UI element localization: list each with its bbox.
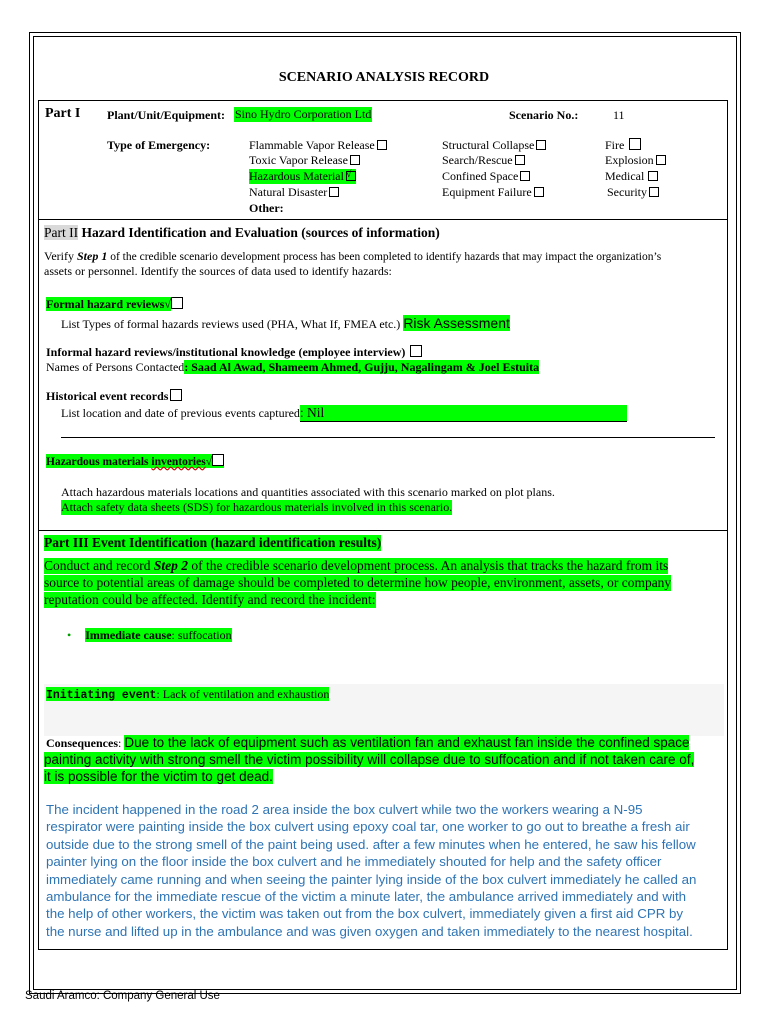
conduct-line-1: Conduct and record Step 2 of the credible scenario development process. An analysis that tracks the hazard from its	[44, 558, 669, 573]
part-2-label: Part II	[44, 225, 79, 240]
historical-records-label: Historical event records	[46, 389, 182, 404]
formal-reviews-checkbox[interactable]	[171, 297, 183, 309]
formal-reviews-label: Formal hazard reviews√	[46, 297, 183, 312]
part-3-section	[38, 530, 728, 950]
part-1-label: Part I	[45, 106, 81, 121]
formal-reviews-value: Risk Assessment	[403, 315, 510, 331]
security-checkbox[interactable]	[649, 187, 659, 197]
confined-space-checkbox[interactable]	[520, 171, 530, 181]
part-2-heading	[44, 225, 440, 241]
part-3-heading: Part III Event Identification (hazard identification results)	[44, 535, 382, 550]
plant-label: Plant/Unit/Equipment:	[107, 108, 226, 122]
hazardous-material-checkbox[interactable]: √	[346, 171, 356, 181]
emergency-col1-item: Hazardous Material √	[249, 169, 356, 184]
conduct-line-2: source to potential areas of damage should be completed to determine how people, environment, assets, or company	[44, 575, 672, 590]
emergency-col2-item: Equipment Failure	[442, 185, 544, 200]
emergency-type-label: Type of Emergency:	[107, 138, 211, 152]
narrative-line: painter lying on the floor inside the box culvert and he immediately shouted for help and the safety officer	[46, 854, 662, 870]
toxic-vapor-checkbox[interactable]	[350, 155, 360, 165]
plant-value: Sino Hydro Corporation Ltd	[235, 107, 372, 121]
narrative-line: The incident happened in the road 2 area inside the box culvert while two the workers wearing a N-95	[46, 802, 643, 817]
scenario-label: Scenario No.:	[509, 108, 579, 122]
narrative-line: respirator were painting inside the box culvert using epoxy coal tar, one worker to go out to breathe a fresh air	[46, 819, 690, 835]
page-title: SCENARIO ANALYSIS RECORD	[278, 70, 490, 85]
part-1-section	[38, 100, 728, 220]
hazmat-inventories-label: Hazardous materials inventories√	[46, 454, 224, 468]
emergency-col1-item: Flammable Vapor Release	[249, 138, 387, 153]
emergency-col3-item: Explosion	[605, 153, 666, 168]
emergency-col1-item: Natural Disaster	[249, 185, 339, 200]
narrative-line: outside due to the strong smell of the paint being used. after a few minutes when he entered, he saw his fellow	[46, 836, 696, 852]
explosion-checkbox[interactable]	[656, 155, 666, 165]
initiating-event: Initiating event: Lack of ventilation and exhaustion	[46, 687, 330, 702]
fire-checkbox[interactable]	[629, 138, 641, 150]
formal-reviews-list: List Types of formal hazards reviews used (PHA, What If, FMEA etc.) Risk Assessment	[61, 315, 510, 331]
narrative-line: immediately came running and when seeing the painter lying inside of the box culvert immediately he called an	[46, 871, 697, 887]
divider-line	[61, 437, 715, 438]
bullet-icon: •	[67, 628, 72, 642]
narrative-paragraph	[46, 801, 696, 940]
persons-contacted: Names of Persons Contacted: Saad Al Awad, Shameem Ahmed, Gujju, Nagalingam & Joel Estuita	[46, 360, 540, 374]
footer-classification: Saudi Aramco: Company General Use	[25, 990, 220, 1002]
narrative-line: the nurse and lifted up in the ambulance and was given oxygen and taken immediately to the nearest hospital.	[46, 923, 693, 939]
attach-text-1: Attach hazardous materials locations and quantities associated with this scenario marked on plot plans.	[61, 485, 555, 499]
historical-records-value: : Nil	[300, 405, 627, 422]
emergency-col2-item: Confined Space	[442, 169, 530, 184]
scenario-value: 11	[613, 108, 625, 122]
persons-contacted-value: : Saad Al Awad, Shameem Ahmed, Gujju, Nagalingam & Joel Estuita	[184, 360, 540, 374]
consequences-line-1: Consequences: Due to the lack of equipment such as ventilation fan and exhaust fan inside the confined space	[46, 735, 690, 750]
emergency-col3-item: Fire	[605, 138, 641, 153]
emergency-col2-item: Structural Collapse	[442, 138, 546, 153]
flammable-vapor-checkbox[interactable]	[377, 140, 387, 150]
emergency-col3-item: Security	[607, 185, 659, 200]
natural-disaster-checkbox[interactable]	[329, 187, 339, 197]
immediate-cause: • Immediate cause: suffocation	[67, 628, 232, 642]
medical-checkbox[interactable]	[648, 171, 658, 181]
consequences-line-2: painting activity with strong smell the victim possibility will collapse due to suffocation and if not taken care of,	[44, 752, 695, 767]
historical-records-checkbox[interactable]	[170, 389, 182, 401]
narrative-line: ambulance for the immediate rescue of the victim a minute later, the ambulance arrived immediately and with	[46, 889, 687, 905]
verify-text-line2: assets or personnel. Identify the sources of data used to identify hazards:	[44, 264, 392, 278]
narrative-line: the help of other workers, the victim was taken out from the box culvert, immediately given a first aid CPR by	[46, 906, 684, 922]
verify-text: Verify Step 1 of the credible scenario development process has been completed to identify hazards that may impact the organization’s	[44, 249, 662, 263]
emergency-col2-item: Search/Rescue	[442, 153, 525, 168]
conduct-line-3: reputation could be affected. Identify and record the incident:	[44, 592, 376, 607]
structural-collapse-checkbox[interactable]	[536, 140, 546, 150]
emergency-col3-item: Medical	[605, 169, 658, 184]
part-2-title: Hazard Identification and Evaluation (sources of information)	[81, 225, 440, 240]
historical-records-list: List location and date of previous events captured: Nil	[61, 405, 627, 422]
other-label: Other:	[249, 201, 284, 215]
equipment-failure-checkbox[interactable]	[534, 187, 544, 197]
emergency-col1-item: Toxic Vapor Release	[249, 153, 360, 168]
informal-reviews-label: Informal hazard reviews/institutional knowledge (employee interview)	[46, 345, 422, 360]
search-rescue-checkbox[interactable]	[515, 155, 525, 165]
informal-reviews-checkbox[interactable]	[410, 345, 422, 357]
attach-text-2: Attach safety data sheets (SDS) for hazardous materials involved in this scenario.	[61, 500, 453, 514]
part-2-section	[38, 220, 728, 531]
hazmat-inventories-checkbox[interactable]	[212, 454, 224, 466]
consequences-line-3: it is possible for the victim to get dead.	[44, 769, 273, 784]
